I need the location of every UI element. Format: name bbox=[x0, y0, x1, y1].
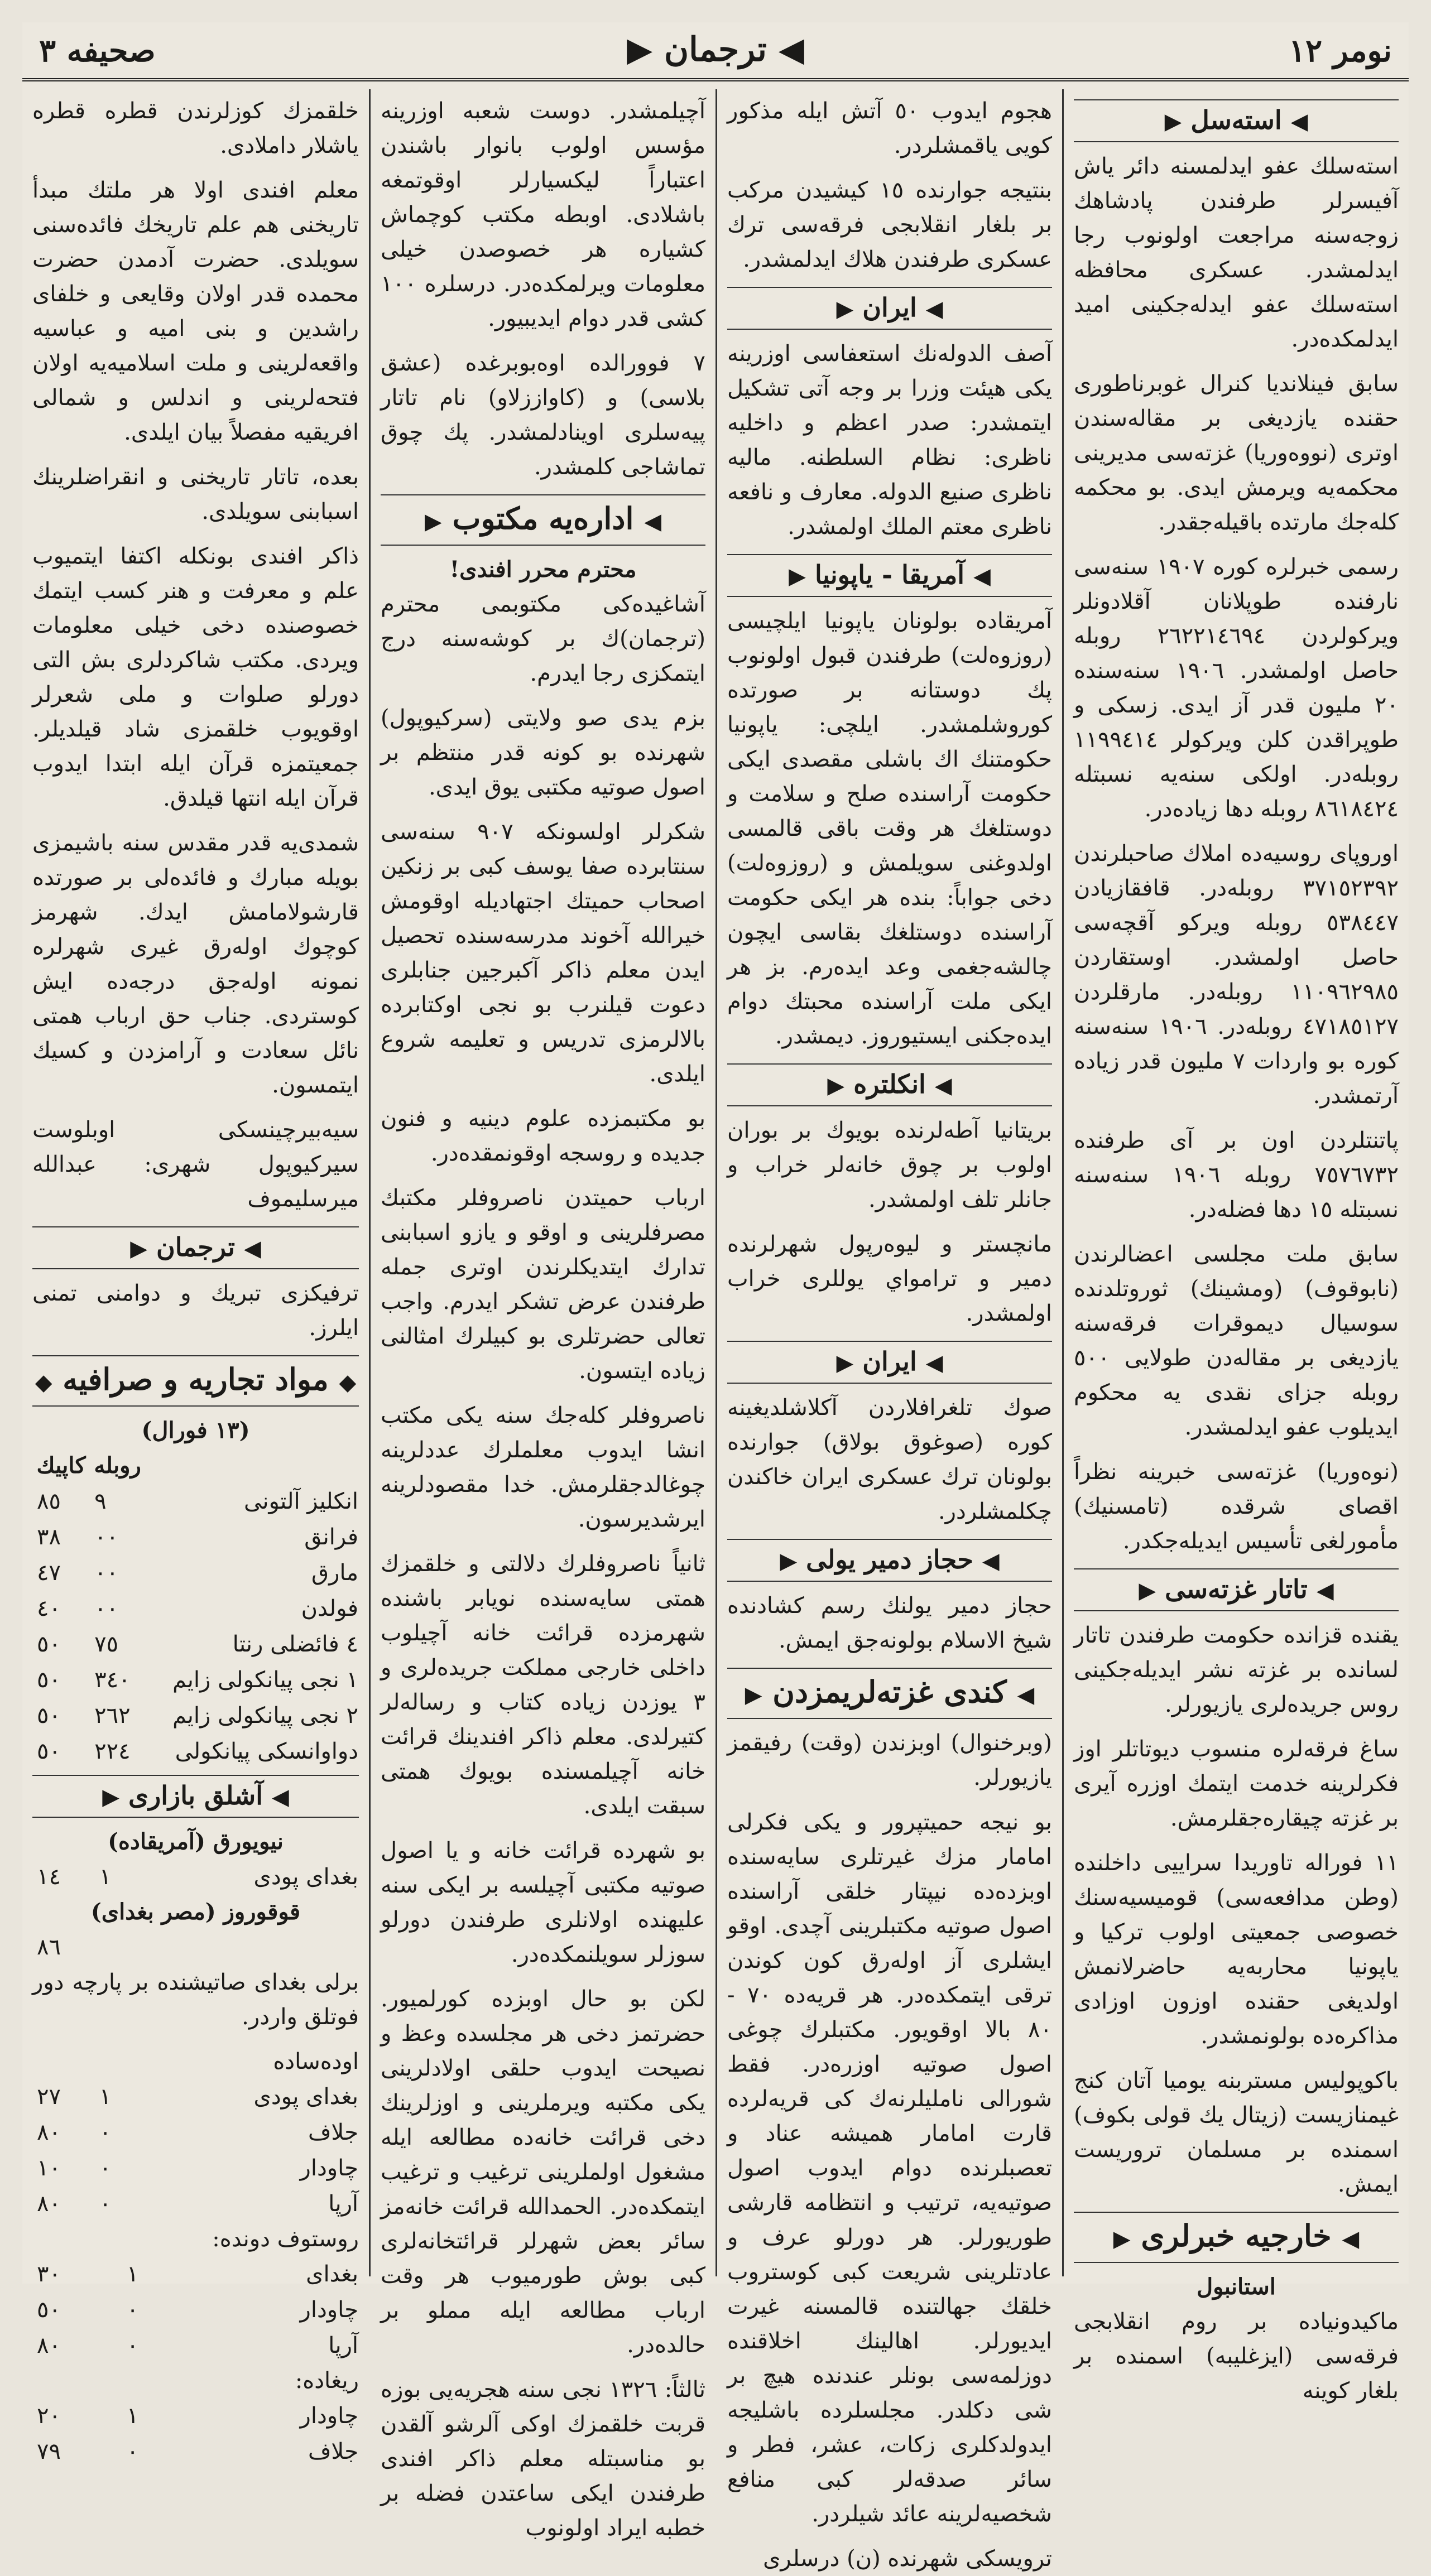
market-subheading: نیویورق (آمریقاده) bbox=[108, 1828, 284, 1855]
article-paragraph: شکرلر اولسونکه ٩٠٧ سنه‌سی سنتابرده صفا یوسف کبی بر زنکین اصحاب حمیتك اجتهادیله اوقومش خیرالله آخوند مدرسه‌سنده تحصیل ایدن معلم ذاکر آکبرجین جنابلری دعوت قیلنرب بو نجی اوکتابرده بالالرمزی تدریس و تعلیمه شروع ایلدی. bbox=[381, 819, 705, 1087]
ruble-value: ٧٥ bbox=[94, 1631, 119, 1657]
item-name: چاودار bbox=[300, 2155, 358, 2181]
article-paragraph: اوروپای روسیه‌ده املاك صاحبلرندن ٣٧١٥٢٣٩٢ روبله‌در. قافقازیادن ٥٣٨٤٤٧ روبله ویرکو آقچه‌سی حاصل اولمشدر. اوستقاردن ١١٠٩٦٢٩٨٥ روبله‌در. مارقلردن ٤٧١٨٥١٢٧ روبله‌در. ١٩٠٦ سنه‌سنه کوره بو واردات ٧ ملیون قدر زیاده آرتمشدر. bbox=[1074, 841, 1399, 1109]
salutation: محترم محرر افندی! bbox=[449, 556, 637, 582]
article-paragraph: ١١ فوراله تاوریدا سراییی داخلنده (وطن مدافعه‌سی) قومیسیه‌سنك خصوصی جمعیتی اولوب ترکیا و یاپونیا محاربه‌یه حاضرلانمش اولدیغی حقنده اوزون اوزادی مذاکره‌ده بولونمشدر. bbox=[1074, 1850, 1399, 2049]
article-paragraph: ترویسکی شهرنده (ن) درسلری bbox=[763, 2546, 1052, 2572]
kopek-value: ١٤ bbox=[37, 1864, 61, 1890]
item-name: آرپا bbox=[328, 2333, 358, 2358]
kopek-value: ١۰ bbox=[37, 2155, 61, 2181]
ruble-value: ١ bbox=[126, 2403, 139, 2429]
article-paragraph: آشاغیده‌کی مکتوبمی محترم (ترجمان)‌ك بر کوشه‌سنه درج ایتمکزی رجا ایدرم. bbox=[381, 591, 705, 686]
market-subheading: اوده‌ساده bbox=[273, 2049, 359, 2074]
table-row bbox=[32, 2150, 359, 2186]
grain-table-riga bbox=[32, 2398, 359, 2469]
item-name: مارق bbox=[311, 1560, 358, 1586]
article-paragraph: لکن بو حال اوبزده کورلمیور. حضرتمز دخی هر مجلسده وعظ و نصیحت ایدوب حلقی اولادلرینی یکی مکتبه ویرملرینی و اوزلرینك دخی قرائت خانه‌ده مطالعه ایله مشغول اولملرینی ترغیب و ترغیب ایتمکده‌در. الحمدالله قرائت خانه‌مز سائر بعض شهرلر قرائتخانه‌لری کبی بوش طورمیوب هر وقت ارباب مطالعه ایله مملو بر حالده‌در. bbox=[381, 1986, 705, 2358]
kopek-value: ٣۰ bbox=[37, 2261, 61, 2287]
column-1 bbox=[1062, 89, 1409, 2404]
article-paragraph: سابق فینلاندیا کنرال غوبرناطوری حقنده یازدیغی بر مقاله‌سندن اوتری (نووه‌وریا) غزته‌سی مدیرینی محکمه‌یه ویرمش ایدی. بو محکمه کله‌جك مارتده باقیله‌جقدر. bbox=[1074, 371, 1399, 535]
item-name: دواوانسکی پیانکولی bbox=[175, 1739, 358, 1764]
article-paragraph: رسمی خبرلره کوره ١٩٠٧ سنه‌سی نارفنده طوپلانان آقلادونلر ویرکولردن ٢٦٢٢١٤٦٩٤ روبله حاصل اولمشدر. ١٩٠٦ سنه‌سنده ٢٠ ملیون قدر آز ایدی. زسکی و طوپراقدن کلن ویرکولر ١١٩٩٤١٤ روبله‌در. اولکی سنه‌یه نسبتله ٨٦١٨٤٢٤ روبله دها زیاده‌در. bbox=[1074, 554, 1399, 822]
kopek-value: ٤٧ bbox=[37, 1560, 61, 1586]
article-paragraph: ساغ فرقه‌لره منسوب دیوتاتلر اوز فکرلرینه خدمت ایتمك اوزره آیری بر غزته چیقاره‌جقلرمش. bbox=[1074, 1736, 1399, 1831]
kopek-value: ٨۰ bbox=[37, 2191, 61, 2217]
table-row bbox=[32, 1662, 359, 1698]
currency-table bbox=[32, 1448, 359, 1769]
item-name: فولدن bbox=[301, 1596, 358, 1621]
section-heading: ◀ خارجیه خبرلری ▶ bbox=[1074, 2212, 1399, 2263]
item-name: ١ نجی پیانکولی زایم bbox=[172, 1667, 358, 1693]
section-heading: ◀ حجاز دمیر یولی ▶ bbox=[727, 1539, 1052, 1582]
table-row bbox=[32, 1929, 359, 1965]
market-subheading: قوقوروز (مصر بغدای) bbox=[90, 1899, 301, 1925]
table-row bbox=[32, 1734, 359, 1769]
market-subheading: روستوف دونده: bbox=[212, 2226, 359, 2252]
item-name: چاودار bbox=[300, 2403, 358, 2429]
column-2 bbox=[716, 89, 1062, 2572]
ruble-value: ۰ bbox=[99, 2120, 112, 2145]
article-paragraph: حجاز دمیر یولنك رسم کشادنده شیخ الاسلام بولونه‌جق ایمش. bbox=[727, 1593, 1052, 1653]
article-paragraph: آمریقاده بولونان یاپونیا ایلچیسی (روزوه‌لت) طرفندن قبول اولونوب پك دوستانه بر صورتده کوروشلمشدر. ایلچی: یاپونیا حکومتنك اك باشلی مقصدی ایکی حکومت آراسنده صلح و سلامت و دوستلغك هر وقت باقی قالمسی اولدوغنی سویلمش و (روزوه‌لت) دخی جواباً: بنده هر ایکی حکومت آراسنده دوستلغك بقاسی ایچون چالشه‌جغمی وعد ایده‌رم. بز هر ایکی ملت آراسنده محبتك دوام ایده‌جکنی ایستیوروز. دیمشدر. bbox=[727, 608, 1052, 1049]
column-3 bbox=[369, 89, 716, 2541]
article-paragraph: ترفیکزی تبریك و دوامنی تمنی ایلرز. bbox=[32, 1280, 359, 1341]
table-row bbox=[32, 1859, 359, 1895]
columns bbox=[22, 89, 1409, 2572]
table-row bbox=[32, 1519, 359, 1555]
grain-table-ny bbox=[32, 1859, 359, 1895]
ornament-icon: ▶ bbox=[626, 30, 653, 69]
section-heading: ◀ استه‌سل ▶ bbox=[1074, 99, 1399, 142]
article-paragraph: بریتانیا آطه‌لرنده بویوك بر بوران اولوب بر چوق خانه‌لر خراب و جانلر تلف اولمشدر. bbox=[727, 1118, 1052, 1212]
table-row bbox=[32, 2079, 359, 2115]
table-row bbox=[32, 1591, 359, 1626]
article-paragraph: باکوپولیس مستربنه یومیا آتان کنج غیمنازیست (زیتال یك قولی بکوف) اسمنده بر مسلمان تروریست ایمش. bbox=[1074, 2068, 1399, 2197]
article-paragraph: معلم افندی اولا هر ملتك مبدأ تاریخنی هم علم تاریخك فائده‌سنی سویلدی. حضرت آدمدن حضرت محمده قدر اولان وقایعی و خلفای راشدین و بنی امیه و عباسیه واقعه‌لرینی و ملت اسلامیه‌یه اولان فتحه‌لرینی و اندلس و شمالی افریقیه مفصلاً بیان ایلدی. bbox=[32, 177, 359, 445]
article-paragraph: یقنده قزانده حکومت طرفندن تاتار لسانده بر غزته نشر ایدیله‌جکینی روس جریده‌لری یازیورلر. bbox=[1074, 1622, 1399, 1717]
section-heading: ◀ تاتار غزته‌سی ▶ bbox=[1074, 1568, 1399, 1611]
table-row bbox=[32, 1484, 359, 1519]
kopek-value: ٣٨ bbox=[37, 1524, 61, 1550]
article-paragraph: ثالثاً: ١٣٢٦ نجی سنه هجریه‌یی بوزه قربت خلقمزك اوکی آلرشو آلقدن بو مناسبتله معلم ذاکر افندی طرفندن ایکی ساعتدن فضله بر خطبه ایراد اولونوب bbox=[381, 2377, 705, 2541]
section-heading: ◀ کندی غزته‌لریمزدن ▶ bbox=[727, 1668, 1052, 1719]
item-name: آرپا bbox=[328, 2191, 358, 2217]
newspaper-page bbox=[22, 22, 1409, 2572]
section-heading: ◀ انکلتره ▶ bbox=[727, 1063, 1052, 1106]
article-paragraph: بو شهرده قرائت خانه و یا اصول صوتیه مکتبی آچیلسه بر ایکی سنه علیهنده اولانلری طرفندن دورلو سوزلر سویلنمکده‌در. bbox=[381, 1838, 705, 1967]
ruble-value: ۰ bbox=[99, 2155, 112, 2181]
kopek-value: ٥۰ bbox=[37, 2297, 61, 2323]
column-header: کاپیك bbox=[36, 1452, 86, 1479]
article-paragraph: صوك تلغرافلاردن آکلاشلدیغینه کوره (صوغوق بولاق) جوارنده بولونان ترك عسکری ایران خاکندن چکلمشلردر. bbox=[727, 1395, 1052, 1524]
item-name: ٢ نجی پیانکولی زایم bbox=[172, 1703, 358, 1728]
grain-table-corn bbox=[32, 1929, 359, 1965]
table-row bbox=[32, 2328, 359, 2363]
article-paragraph: بنتیجه جوارنده ١٥ کیشیدن مرکب بر بلغار انقلابجی فرقه‌سی ترك عسکری طرفندن هلاك ایدلمشدر. bbox=[727, 177, 1052, 272]
kopek-value: ٤٠ bbox=[37, 1596, 61, 1621]
section-heading: ◆ مواد تجاریه و صرافیه ◆ bbox=[32, 1355, 359, 1407]
article-paragraph: ٧ فوورالده اوه‌بوبرغده (عشق بلاسی) و (کاواززلاو) نام تاتار پیه‌سلری اوینادلمشدر. پك چوق تماشاجی کلمشدر. bbox=[381, 350, 705, 480]
kopek-value: ٥٠ bbox=[37, 1739, 61, 1764]
ruble-value: ٢٦٢ bbox=[94, 1703, 131, 1728]
column-header: روبله bbox=[94, 1452, 141, 1479]
article-paragraph: برلی بغدای صاتیشنده بر پارچه دور فوتلق واردر. bbox=[32, 1970, 359, 2030]
article-paragraph: شمدی‌یه قدر مقدس سنه باشیمزی بویله مبارك و فائده‌لی بر صورتده قارشولامامش ایدك. شهرمز کوچوك اوله‌رق غیری شهرلره نمونه اوله‌جق درجه‌ده ایش کوستردی. جناب حق ارباب همتی نائل سعادت و آرامزدن و کسیك ایتمسون. bbox=[32, 830, 359, 1098]
ruble-value: ٢٢٤ bbox=[94, 1739, 131, 1764]
ruble-value: ١ bbox=[99, 1864, 112, 1890]
signature-line: سیه‌بیرچینسکی اوبلوست سیرکیوپول شهری: عبدالله میرسلیموف bbox=[32, 1117, 359, 1212]
article-paragraph: ارباب حمیتدن ناصروفلر مکتبك مصرفلرینی و اوقو و یازو اسبابنی تدارك ایتدیکلرندن اوتری جمله طرفندن عرض تشکر ایدرم. واجب تعالی حضرتلری بو کبیلرك امثالنی زیاده ایتسون. bbox=[381, 1185, 705, 1384]
article-paragraph: سابق ملت مجلسی اعضالرندن (نابوقوف) (ومشینك) ثوروتلدنده سوسیال دیموقرات فرقه‌سنه یازدیغی بر مقاله‌دن طولایی ٥٠٠ روبله جزای نقدی یه محکوم ایدیلوب عفو ایدلمشدر. bbox=[1074, 1241, 1399, 1440]
article-paragraph: ناصروفلر کله‌جك سنه یکی مکتب انشا ایدوب معلملرك عددلرینه چوغالدجقلرمش. خدا مقصودلرینه ایرشدیرسون. bbox=[381, 1403, 705, 1532]
article-paragraph: ماکیدونیاده بر روم انقلابجی فرقه‌سی (ایزغلیبه) اسمنده بر بلغار کوینه bbox=[1074, 2309, 1399, 2404]
ruble-value: ١ bbox=[99, 2084, 112, 2110]
table-row bbox=[32, 1626, 359, 1662]
kopek-value: ٨٦ bbox=[37, 1934, 61, 1960]
grain-table-rostov bbox=[32, 2256, 359, 2363]
item-name bbox=[348, 1929, 359, 1965]
section-heading: ◀ ترجمان ▶ bbox=[32, 1226, 359, 1269]
ruble-value: ٩ bbox=[94, 1489, 107, 1514]
subheading: استانبول bbox=[1197, 2274, 1276, 2300]
ruble-value bbox=[302, 1929, 349, 1965]
market-date: (١٣ فورال) bbox=[141, 1417, 250, 1443]
ruble-value: ۰۰ bbox=[94, 1560, 119, 1586]
article-paragraph: بو مکتبمزده علوم دینیه و فنون جدیده و روسجه اوقونمقده‌در. bbox=[381, 1106, 705, 1166]
kopek-value: ٥٠ bbox=[37, 1631, 61, 1657]
ruble-value: ۰ bbox=[99, 2191, 112, 2217]
kopek-value: ٧٩ bbox=[37, 2439, 61, 2464]
ruble-value: ١ bbox=[126, 2261, 139, 2287]
ruble-value: ٣٤٠ bbox=[94, 1667, 131, 1693]
article-paragraph: ذاکر افندی بونکله اکتفا ایتمیوب علم و معرفت و هنر کسب ایتمك خصوصنده دخی خیلی معلومات ویردی. مکتب شاکردلری بش التی دورلو صلوات و ملی شعرلر اوقویوب خلقمزی شاد قیلدیلر. جمعیتمزه قرآن ایله ابتدا ایدوب قرآن ایله انتها قیلدق. bbox=[32, 543, 359, 811]
article-paragraph: (وبرخنوال) اوبزندن (وقت) رفیقمز یازیورلر. bbox=[727, 1730, 1052, 1790]
item-name: انکلیز آلتونی bbox=[244, 1489, 358, 1514]
article-paragraph: بزم یدی صو ولایتی (سرکیوپول) شهرنده بو کونه قدر منتظم بر اصول صوتیه مکتبی یوق ایدی. bbox=[381, 705, 705, 800]
kopek-value: ٥٠ bbox=[37, 1667, 61, 1693]
kopek-value: ٨۰ bbox=[37, 2333, 61, 2358]
ornament-icon: ◀ bbox=[778, 30, 805, 69]
article-paragraph: آچیلمشدر. دوست شعبه اوزرینه مؤسس اولوب بانوار باشندن اعتباراً لیکسیارلر اوقوتمغه باشلادی. اوبطه مکتب کوچماش کشیاره هر خصوصدن خیلی معلومات ویرلمکده‌در. درسلره ١٠٠ کشی قدر دوام ایدیبیور. bbox=[381, 98, 705, 331]
article-paragraph: بعده، تاتار تاریخنی و انقراضلرینك اسبابنی سویلدی. bbox=[32, 464, 359, 524]
masthead bbox=[22, 22, 1409, 81]
section-heading: ◀ اداره‌یه مکتوب ▶ bbox=[381, 494, 705, 546]
section-heading: ◀ آمریقا - یاپونیا ▶ bbox=[727, 554, 1052, 597]
item-name: چاودار bbox=[300, 2297, 358, 2323]
ruble-value: ۰ bbox=[126, 2333, 139, 2358]
section-heading: ◀ ایران ▶ bbox=[727, 1341, 1052, 1384]
article-paragraph: (نوه‌وریا) غزته‌سی خبرینه نظراً اقصای شرقده (تامسنیك) مأمورلغی تأسیس ایدیله‌جکدر. bbox=[1074, 1459, 1399, 1554]
article-paragraph: بو نیجه حمیتپرور و یکی فکرلی امامار مزك غیرتلری سایه‌سنده اوبزده‌ده نیپتار خلقی آراسنده اصول صوتیه مکتبلرینی آچدی. اوقو ایشلری آز اوله‌رق کون کوندن ترقی ایتمکده‌در. هر قریه‌ده ٧٠ - ٨٠ بالا اوقویور. مکتبلرك چوغی اصول صوتیه اوزره‌در. فقط شورالی ناملیلرنه‌ك کی قریه‌لرده قارت امامار همیشه عناد و تعصبلرنده دوام ایدوب اصول صوتیه‌یه، ترتیب و انتظامه قارشی طوریورلر. هر دورلو عرف و عادتلرینی شریعت کبی کوستروب خلقك جهالتنده قالمسنه غیرت ایدیورلر. اهالینك اخلاقنده دوزلمه‌سی بونلر عندنده هیچ بر شی دکلدر. مجلسلرده باشلیجه ایدولدکلری زکات، عشر، فطر و سائر صدقه‌لر کبی منافع شخصیه‌لرینه عائد شیلردر. bbox=[727, 1809, 1052, 2527]
article-paragraph: استه‌سلك عفو ایدلمسنه دائر یاش آفیسرلر طرفندن پادشاهك زوجه‌سنه مراجعت اولونوب رجا ایدلمشدر. عسکری محافظه استه‌سلك عفو ایدله‌جکینی امید ایدلمکده‌در. bbox=[1074, 153, 1399, 352]
kopek-value: ٨٥ bbox=[37, 1489, 61, 1514]
item-name: بغدای پودی bbox=[253, 2084, 358, 2110]
table-row bbox=[32, 2186, 359, 2222]
table-row bbox=[32, 2398, 359, 2434]
article-paragraph: خلقمزك کوزلرندن قطره قطره یاشلار داملادی. bbox=[32, 98, 359, 158]
section-heading: ◀ ایران ▶ bbox=[727, 287, 1052, 330]
column-header bbox=[145, 1448, 359, 1484]
item-name: بغدای پودی bbox=[253, 1864, 358, 1890]
article-paragraph: آصف الدوله‌نك استعفاسی اوزرینه یکی هیئت وزرا بر وجه آتی تشکیل ایتمشدر: صدر اعظم و داخلیه ناظری: نظام السلطنه. مالیه ناظری صنیع الدوله. معارف و نافعه ناظری معتم الملك اولمشدر. bbox=[727, 341, 1052, 540]
kopek-value: ٥٠ bbox=[37, 1703, 61, 1728]
grain-table-odessa bbox=[32, 2079, 359, 2222]
market-subheading: ریغاده: bbox=[295, 2368, 359, 2394]
table-row bbox=[32, 2256, 359, 2292]
article-paragraph: مانچستر و لیوه‌رپول شهرلرنده دمیر و ترامواي یوللری خراب اولمشدر. bbox=[727, 1231, 1052, 1326]
item-name: جلاف bbox=[308, 2439, 358, 2464]
issue-number: نومر ١٢ bbox=[1288, 32, 1392, 69]
ruble-value: ۰ bbox=[126, 2439, 139, 2464]
ruble-value: ۰ bbox=[126, 2297, 139, 2323]
table-row bbox=[32, 1555, 359, 1591]
page-number: صحیفه ٣ bbox=[39, 32, 156, 69]
article-paragraph: هجوم ایدوب ٥٠ آتش ایله مذکور کویی یاقمشلردر. bbox=[727, 98, 1052, 158]
item-name: بغدای bbox=[306, 2261, 358, 2287]
table-row bbox=[32, 2434, 359, 2469]
ruble-value: ۰۰ bbox=[94, 1524, 119, 1550]
article-paragraph: ثانیاً ناصروفلرك دلالتی و خلقمزك همتی سایه‌سنده نویابر باشنده شهرمزده قرائت خانه آچیلوب داخلی خارجی مملکت جریده‌لری و ٣ یوزدن زیاده کتاب و رساله‌لر کتیرلدی. معلم ذاکر افندینك قرائت خانه آچیلمسنده بویوك همتی سبقت ایلدی. bbox=[381, 1551, 705, 1819]
table-row bbox=[32, 2292, 359, 2328]
item-name: جلاف bbox=[308, 2120, 358, 2145]
ruble-value: ۰۰ bbox=[94, 1596, 119, 1621]
section-heading: ◀ آشلق بازاری ▶ bbox=[32, 1775, 359, 1818]
table-row bbox=[32, 2115, 359, 2150]
table-row bbox=[32, 1698, 359, 1734]
kopek-value: ٨۰ bbox=[37, 2120, 61, 2145]
kopek-value: ٢۰ bbox=[37, 2403, 61, 2429]
article-paragraph: پاتنتلردن اون بر آی طرفنده ٧٥٧٦٧٣٢ روبله ١٩٠٦ سنه‌سنه نسبتله ١٥ دها فضله‌در. bbox=[1074, 1128, 1399, 1222]
column-4 bbox=[22, 89, 369, 2464]
newspaper-title: ◀ ترجمان ▶ bbox=[626, 30, 805, 69]
kopek-value: ٢٧ bbox=[37, 2084, 61, 2110]
item-name: فرانق bbox=[304, 1524, 358, 1550]
item-name: ٤ فائضلی رنتا bbox=[232, 1631, 358, 1657]
